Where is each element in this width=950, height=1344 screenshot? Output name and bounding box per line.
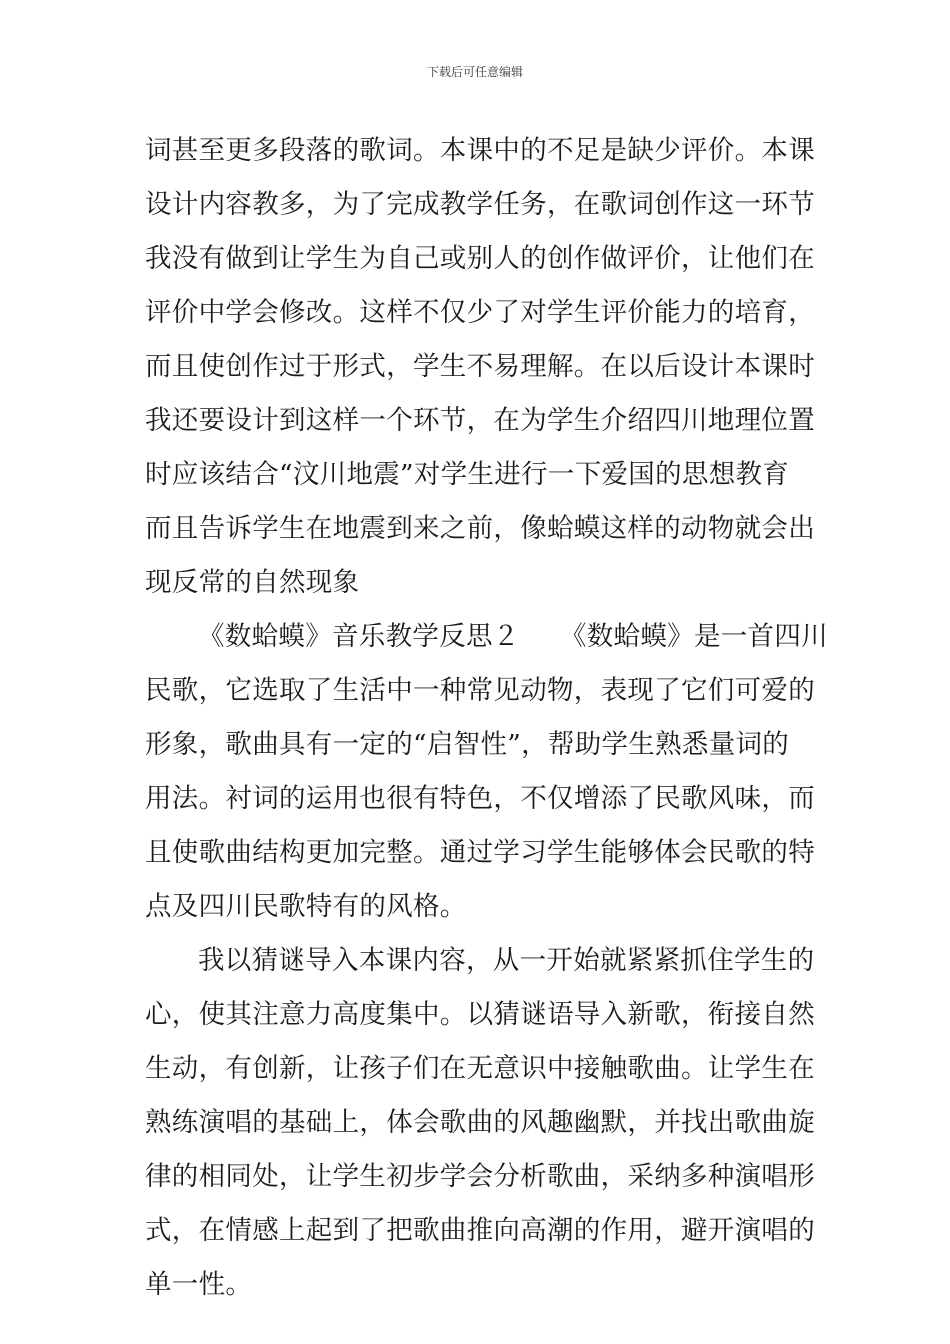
text-line: 形象，歌曲具有一定的“启智性”，帮助学生熟悉量词的 — [145, 729, 790, 760]
body-text — [145, 124, 828, 1312]
text-line: 心，使其注意力高度集中。以猜谜语导入新歌，衔接自然 — [145, 999, 815, 1030]
paragraph-3 — [145, 934, 815, 1312]
text-line: 我以猜谜导入本课内容，从一开始就紧紧抓住学生的 — [198, 945, 815, 976]
text-line: 时应该结合“汶川地震”对学生进行一下爱国的思想教育 — [145, 459, 790, 490]
paragraph-1 — [145, 124, 815, 610]
text-line: 而且告诉学生在地震到来之前，像蛤蟆这样的动物就会出 — [145, 513, 815, 544]
text-line: 单一性。 — [145, 1269, 253, 1300]
text-line: 我还要设计到这样一个环节，在为学生介绍四川地理位置 — [145, 405, 815, 436]
text-line: 用法。衬词的运用也很有特色，不仅增添了民歌风味，而 — [145, 783, 815, 814]
text-line: 且使歌曲结构更加完整。通过学习学生能够体会民歌的特 — [145, 837, 815, 868]
text-line: 式，在情感上起到了把歌曲推向高潮的作用，避开演唱的 — [145, 1215, 815, 1246]
text-line: 律的相同处，让学生初步学会分析歌曲，采纳多种演唱形 — [145, 1161, 815, 1192]
text-line: 设计内容教多，为了完成教学任务，在歌词创作这一环节 — [145, 189, 815, 220]
text-line: 词甚至更多段落的歌词。本课中的不足是缺少评价。本课 — [145, 135, 815, 166]
text-line: 《数蛤蟆》音乐教学反思２ 《数蛤蟆》是一首四川 — [198, 621, 828, 652]
text-line: 生动，有创新，让孩子们在无意识中接触歌曲。让学生在 — [145, 1053, 815, 1084]
text-line: 评价中学会修改。这样不仅少了对学生评价能力的培育， — [145, 297, 815, 328]
text-line: 我没有做到让学生为自己或别人的创作做评价，让他们在 — [145, 243, 815, 274]
text-line: 现反常的自然现象 — [145, 567, 360, 598]
text-line: 民歌，它选取了生活中一种常见动物，表现了它们可爱的 — [145, 675, 815, 706]
text-line: 点及四川民歌特有的风格。 — [145, 891, 467, 922]
paragraph-2 — [145, 610, 828, 934]
page-header: 下载后可任意编辑 — [426, 65, 523, 79]
text-line: 熟练演唱的基础上，体会歌曲的风趣幽默，并找出歌曲旋 — [145, 1107, 815, 1138]
text-line: 而且使创作过于形式，学生不易理解。在以后设计本课时 — [145, 351, 815, 382]
